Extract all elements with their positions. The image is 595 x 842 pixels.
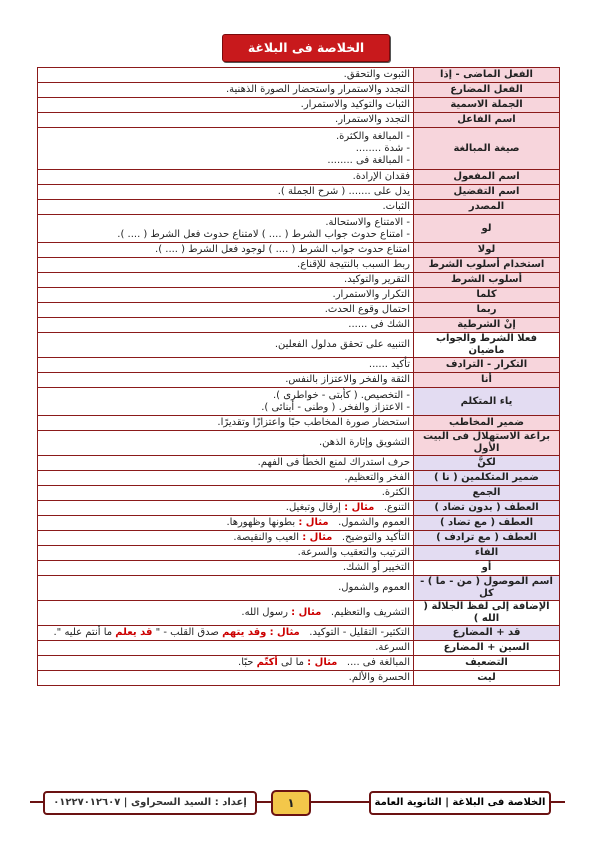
- table-row: [38, 258, 560, 273]
- description-cell: [38, 546, 414, 561]
- example-label: مثال :: [291, 607, 322, 618]
- description-cell: [38, 170, 414, 185]
- table-row: [38, 303, 560, 318]
- table-row: [38, 626, 560, 641]
- table-row: [38, 273, 560, 288]
- description-cell: [38, 113, 414, 128]
- term-cell: الإضافة إلى لفظ الجلالة ( الله ): [414, 601, 560, 626]
- table-row: [38, 576, 560, 601]
- description-line: ربط السبب بالنتيجة للإقناع.: [297, 259, 410, 270]
- example-label: مثال :: [302, 532, 333, 543]
- example-label: مثال :: [344, 502, 375, 513]
- term-cell: اسم التفضيل: [414, 185, 560, 200]
- table-row: [38, 641, 560, 656]
- description-line: - الاعتزاز والفخر. ( وطنى - أبنائى ).: [261, 401, 410, 413]
- term-cell: الفعل المضارع: [414, 83, 560, 98]
- description-line: الشك فى ......: [348, 319, 410, 330]
- description-cell: [38, 243, 414, 258]
- table-row: [38, 113, 560, 128]
- description-cell: [38, 68, 414, 83]
- description-line: الثقة والفخر والاعتزاز بالنفس.: [285, 374, 410, 385]
- term-cell: ربما: [414, 303, 560, 318]
- term-cell: ياء المتكلم: [414, 388, 560, 416]
- description-cell: [38, 626, 414, 641]
- description-line: التجدد والاستمرار واستحضار الصورة الذهنية.: [226, 84, 410, 95]
- description-cell: [38, 273, 414, 288]
- table-row: [38, 671, 560, 686]
- table-row: [38, 501, 560, 516]
- description-line: التشريف والتعظيم.: [330, 607, 410, 618]
- term-cell: العطف ( بدون تضاد ): [414, 501, 560, 516]
- description-cell: [38, 416, 414, 431]
- description-cell: [38, 200, 414, 215]
- term-cell: استخدام أسلوب الشرط: [414, 258, 560, 273]
- description-cell: [38, 516, 414, 531]
- description-line: التكثير- التقليل - التوكيد.: [309, 627, 410, 638]
- example-text: ما لى: [281, 657, 304, 668]
- description-line: الكثرة.: [381, 487, 410, 498]
- table-row: [38, 68, 560, 83]
- example-highlight: قد يعلم: [115, 627, 153, 638]
- description-line: التشويق وإثارة الذهن.: [318, 437, 410, 448]
- term-cell: أو: [414, 561, 560, 576]
- term-cell: اسم الفاعل: [414, 113, 560, 128]
- description-cell: [38, 431, 414, 456]
- description-line: - التخصيص. ( كأبتى - خواطرى ).: [272, 389, 410, 401]
- table-row: [38, 200, 560, 215]
- term-cell: المصدر: [414, 200, 560, 215]
- description-line: استحضار صورة المخاطب حبًا واعتزازًا وتقديرًا.: [217, 417, 410, 428]
- table-row: [38, 388, 560, 416]
- term-cell: قد + المضارع: [414, 626, 560, 641]
- table-row: [38, 373, 560, 388]
- description-line: التكرار والاستمرار.: [332, 289, 410, 300]
- term-cell: اسم الموصول ( من - ما ) - كل: [414, 576, 560, 601]
- term-cell: السين + المضارع: [414, 641, 560, 656]
- term-cell: الفعل الماضى - إذا: [414, 68, 560, 83]
- description-line: يدل على ....... ( شرح الجملة ).: [277, 186, 410, 197]
- table-row: [38, 318, 560, 333]
- term-cell: التضعيف: [414, 656, 560, 671]
- term-cell: اسم المفعول: [414, 170, 560, 185]
- description-cell: [38, 288, 414, 303]
- table-row: [38, 656, 560, 671]
- description-line: - الامتناع والاستحالة.: [325, 216, 410, 228]
- description-cell: [38, 388, 414, 416]
- description-line: - شدة ........: [355, 142, 410, 154]
- example-text: بطونها وظهورها.: [226, 517, 296, 528]
- footer-author: إعداد : السيد السحراوى | ٠١٢٢٧٠١٢٦٠٧: [43, 791, 257, 815]
- table-row: [38, 288, 560, 303]
- description-line: الترتيب والتعقيب والسرعة.: [297, 547, 410, 558]
- description-line: الحسرة والألم.: [348, 672, 410, 683]
- page-number: ١: [271, 790, 311, 816]
- table-row: [38, 431, 560, 456]
- description-line: الثبات.: [382, 201, 410, 212]
- description-line: - المبالغة والكثرة.: [336, 130, 410, 142]
- description-line: الفخر والتعظيم.: [344, 472, 410, 483]
- description-cell: [38, 373, 414, 388]
- term-cell: أسلوب الشرط: [414, 273, 560, 288]
- term-cell: إنْ الشرطية: [414, 318, 560, 333]
- term-cell: فعلا الشرط والجواب ماضيان: [414, 333, 560, 358]
- page-footer: [30, 790, 565, 814]
- description-cell: [38, 471, 414, 486]
- table-row: [38, 486, 560, 501]
- description-line: التقرير والتوكيد.: [344, 274, 410, 285]
- term-cell: براعة الاستهلال فى البيت الأول: [414, 431, 560, 456]
- example-highlight: وقد يتهم: [222, 627, 267, 638]
- example-label: مثال :: [298, 517, 329, 528]
- description-line: فقدان الإرادة.: [352, 171, 410, 182]
- table-row: [38, 601, 560, 626]
- term-cell: التكرار - الترادف: [414, 358, 560, 373]
- term-cell: لولا: [414, 243, 560, 258]
- description-line: الثبات والتوكيد والاستمرار.: [300, 99, 410, 110]
- example-text: حبًا.: [238, 657, 254, 668]
- example-text: إرقال وتبغيل.: [285, 502, 341, 513]
- description-cell: [38, 358, 414, 373]
- term-cell: لكنَّ: [414, 456, 560, 471]
- table-row: [38, 561, 560, 576]
- description-line: احتمال وقوع الحدث.: [324, 304, 410, 315]
- footer-subject: الخلاصة فى البلاغة | الثانوية العامة: [369, 791, 551, 815]
- table-row: [38, 185, 560, 200]
- table-row: [38, 456, 560, 471]
- description-cell: [38, 258, 414, 273]
- term-cell: صيغة المبالغة: [414, 128, 560, 170]
- table-row: [38, 215, 560, 243]
- term-cell: العطف ( مع تضاد ): [414, 516, 560, 531]
- term-cell: الجمع: [414, 486, 560, 501]
- summary-table: [37, 67, 560, 686]
- description-cell: [38, 318, 414, 333]
- description-line: تأكيد ......: [368, 359, 410, 370]
- term-cell: ليت: [414, 671, 560, 686]
- description-cell: [38, 303, 414, 318]
- description-cell: [38, 501, 414, 516]
- description-line: التجدد والاستمرار.: [335, 114, 410, 125]
- table-row: [38, 531, 560, 546]
- example-text: رسول الله.: [241, 607, 288, 618]
- page-title: الخلاصة فى البلاغة: [222, 34, 390, 62]
- table-row: [38, 128, 560, 170]
- table-row: [38, 170, 560, 185]
- term-cell: لو: [414, 215, 560, 243]
- example-text: ما أنتم عليه ".: [53, 627, 113, 638]
- description-cell: [38, 128, 414, 170]
- description-line: - المبالغة فى ........: [327, 154, 410, 166]
- description-cell: [38, 456, 414, 471]
- table-row: [38, 358, 560, 373]
- term-cell: العطف ( مع ترادف ): [414, 531, 560, 546]
- term-cell: ضمير المخاطب: [414, 416, 560, 431]
- table-row: [38, 471, 560, 486]
- description-cell: [38, 531, 414, 546]
- term-cell: أنا: [414, 373, 560, 388]
- description-cell: [38, 641, 414, 656]
- description-cell: [38, 656, 414, 671]
- term-cell: الجملة الاسمية: [414, 98, 560, 113]
- example-text: صدق القلب - ": [155, 627, 219, 638]
- example-label: مثال :: [269, 627, 300, 638]
- description-line: التخيير أو الشك.: [342, 562, 410, 573]
- description-line: العموم والشمول.: [338, 582, 410, 593]
- description-cell: [38, 486, 414, 501]
- description-line: العموم والشمول.: [338, 517, 410, 528]
- example-text: العيب والنقيصة.: [233, 532, 299, 543]
- description-cell: [38, 671, 414, 686]
- description-line: امتناع حدوث جواب الشرط ( .... ) لوجود فعل الشرط ( .... ).: [155, 244, 410, 255]
- description-line: التأكيد والتوضيح.: [341, 532, 410, 543]
- table-row: [38, 516, 560, 531]
- term-cell: ضمير المتكلمين ( نا ): [414, 471, 560, 486]
- description-line: السرعة.: [375, 642, 410, 653]
- description-cell: [38, 561, 414, 576]
- description-cell: [38, 333, 414, 358]
- description-cell: [38, 98, 414, 113]
- description-cell: [38, 601, 414, 626]
- term-cell: كلما: [414, 288, 560, 303]
- example-highlight: أكتّم: [256, 657, 278, 668]
- description-cell: [38, 83, 414, 98]
- example-label: مثال :: [307, 657, 338, 668]
- table-row: [38, 98, 560, 113]
- table-row: [38, 243, 560, 258]
- description-line: حرف استدراك لمنع الخطأ فى الفهم.: [257, 457, 410, 468]
- description-line: التنوع.: [383, 502, 410, 513]
- table-row: [38, 546, 560, 561]
- table-row: [38, 416, 560, 431]
- table-row: [38, 83, 560, 98]
- table-row: [38, 333, 560, 358]
- description-line: الثبوت والتحقق.: [343, 69, 410, 80]
- description-line: المبالغة فى ....: [346, 657, 410, 668]
- description-cell: [38, 215, 414, 243]
- description-line: - امتناع حدوث جواب الشرط ( .... ) لامتناع حدوث فعل الشرط ( .... ).: [117, 228, 410, 240]
- description-line: التنبيه على تحقق مدلول الفعلين.: [274, 339, 410, 350]
- term-cell: الفاء: [414, 546, 560, 561]
- description-cell: [38, 576, 414, 601]
- description-cell: [38, 185, 414, 200]
